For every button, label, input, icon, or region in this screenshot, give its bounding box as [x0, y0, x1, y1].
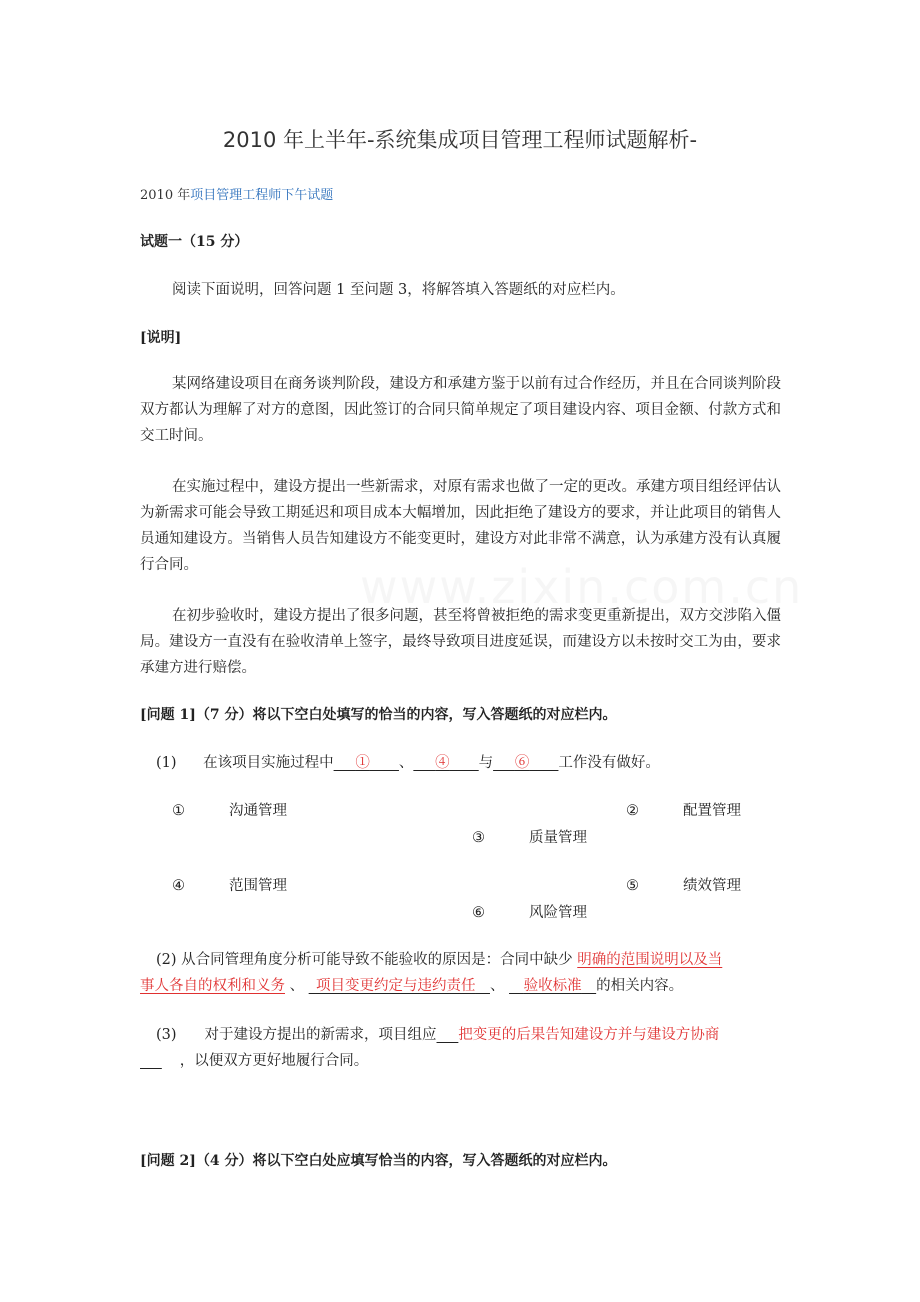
option-mark-3: ③ [472, 830, 485, 846]
item2-answer-1b: 事人各自的权利和义务 [140, 978, 285, 994]
problem1-item2-line1 [156, 947, 722, 973]
option-label-5: 绩效管理 [683, 878, 741, 894]
item1-answer-2: ④ [435, 755, 450, 771]
option-mark-1: ① [172, 803, 185, 819]
item2-sep-2: 、 [489, 978, 510, 994]
item1-suffix: 工作没有做好。 [558, 755, 660, 771]
paragraph-1: 某网络建设项目在商务谈判阶段，建设方和承建方鉴于以前有过合作经历，并且在合同谈判阶段双方都认为理解了对方的意图，因此签订的合同只简单规定了项目建设内容、项目金额、付款方式和交工时间。 [140, 376, 781, 444]
problem1-item3-line2: ___ ，以便双方更好地履行合同。 [140, 1053, 369, 1069]
problem1-item3-line1: (3) 对于建设方提出的新需求，项目组应___把变更的后果告知建设方并与建设方协商 [156, 1027, 720, 1043]
question1-intro: 阅读下面说明，回答问题 1 至问题 3，将解答填入答题纸的对应栏内。 [172, 282, 625, 298]
item3-answer: 把变更的后果告知建设方并与建设方协商 [458, 1027, 720, 1043]
item1-number: (1) [156, 755, 177, 771]
option-mark-4: ④ [172, 878, 185, 894]
item2-sep-1: 、 [285, 978, 309, 994]
section-label: [说明] [140, 330, 182, 346]
item2-answer-1a: 明确的范围说明以及当 [577, 952, 723, 968]
item3-prefix: 对于建设方提出的新需求，项目组应 [204, 1027, 437, 1043]
problem1-item1: (1) 在该项目实施过程中___①____、___④____与___⑥____工作没有做好。 [156, 755, 660, 771]
item1-answer-1: ① [355, 755, 370, 771]
subtitle-year: 2010 年 [140, 188, 191, 203]
item3-number: (3) [156, 1027, 177, 1043]
option-mark-6: ⑥ [472, 905, 485, 921]
subtitle [140, 184, 333, 203]
item1-sep-1: 、 [398, 755, 414, 771]
problem1-heading: [问题 1]（7 分）将以下空白处填写的恰当的内容，写入答题纸的对应栏内。 [140, 707, 617, 723]
item3-suffix: ，以便双方更好地履行合同。 [179, 1053, 369, 1069]
paragraph-3: 在初步验收时，建设方提出了很多问题，甚至将曾被拒绝的需求变更重新提出，双方交涉陷入僵局。建设方一直没有在验收清单上签字，最终导致项目进度延误，而建设方以未按时交工为由，要求承建方进行赔偿。 [140, 608, 781, 676]
question1-heading: 试题一（15 分） [140, 234, 249, 250]
item2-answer-3: 验收标准 [523, 978, 582, 994]
option-label-2: 配置管理 [683, 803, 741, 819]
problem2-heading: [问题 2]（4 分）将以下空白处应填写恰当的内容，写入答题纸的对应栏内。 [140, 1153, 617, 1169]
problem1-item2-line2: 事人各自的权利和义务 、 _项目变更约定与违约责任__、 __验收标准__的相关内容。 [140, 978, 684, 994]
page-title: 2010 年上半年-系统集成项目管理工程师试题解析- [222, 128, 698, 152]
option-label-6: 风险管理 [529, 905, 587, 921]
item2-prefix: (2) 从合同管理角度分析可能导致不能验收的原因是：合同中缺少 [156, 952, 573, 968]
option-mark-5: ⑤ [626, 878, 639, 894]
paragraph-2: 在实施过程中，建设方提出一些新需求，对原有需求也做了一定的更改。承建方项目组经评估认为新需求可能会导致工期延迟和项目成本大幅增加，因此拒绝了建设方的要求，并让此项目的销售人员通知建设方。当销售人员告知建设方不能变更时，建设方对此非常不满意，认为承建方没有认真履行合同。 [140, 479, 781, 573]
item1-answer-3: ⑥ [514, 755, 530, 771]
option-label-4: 范围管理 [229, 878, 287, 894]
watermark: www.zixin.com.cn [360, 560, 804, 614]
option-mark-2: ② [626, 803, 639, 819]
item2-suffix: 的相关内容。 [596, 978, 684, 994]
option-label-1: 沟通管理 [229, 803, 287, 819]
subtitle-link[interactable]: 项目管理工程师下午试题 [190, 188, 334, 203]
item1-sep-2: 与 [478, 755, 494, 771]
item2-answer-2: 项目变更约定与违约责任 [315, 978, 476, 994]
item1-prefix: 在该项目实施过程中 [203, 755, 334, 771]
option-label-3: 质量管理 [529, 830, 587, 846]
